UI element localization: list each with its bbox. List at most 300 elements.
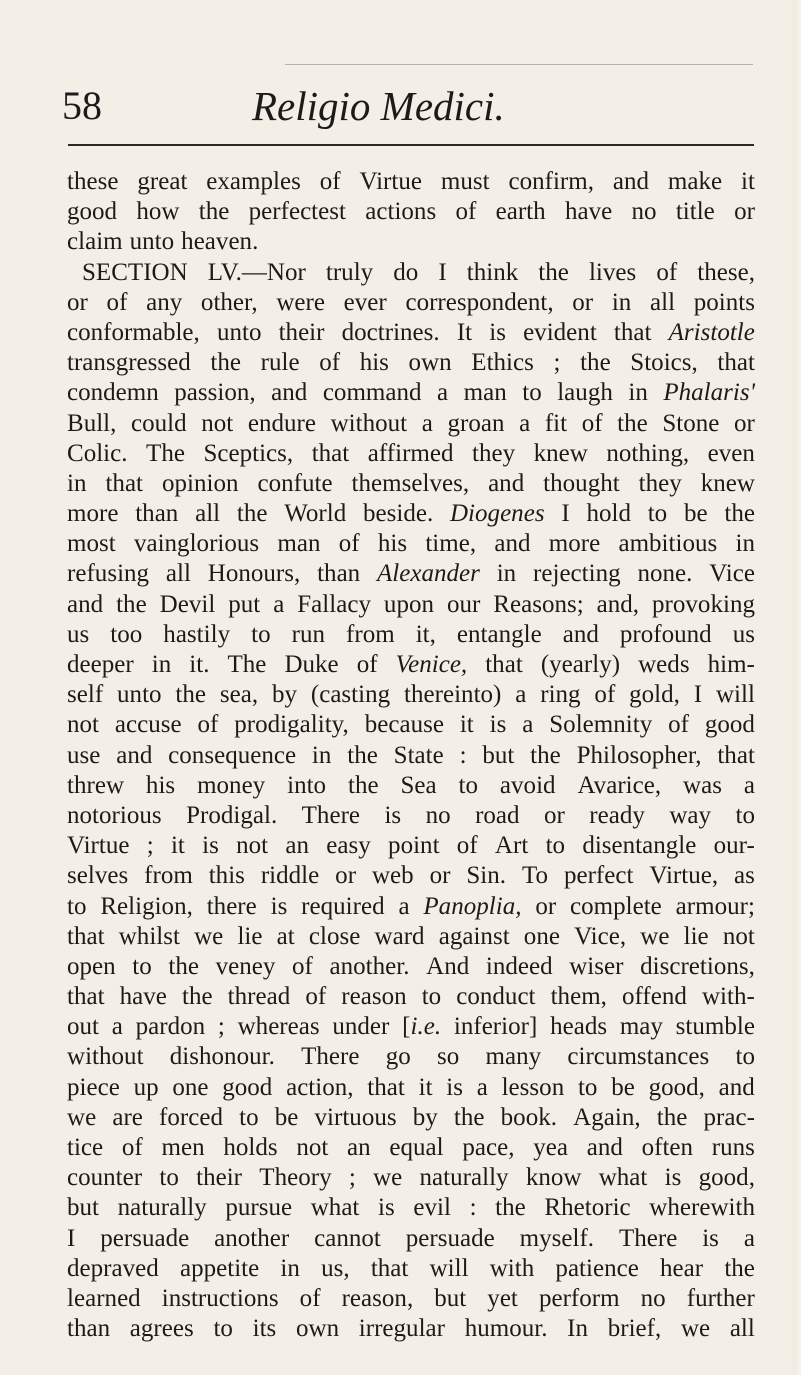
word: use bbox=[67, 741, 101, 769]
text-line bbox=[67, 1193, 755, 1223]
text-line bbox=[67, 801, 755, 831]
word: or bbox=[572, 288, 594, 316]
word: World bbox=[284, 500, 347, 528]
word: many bbox=[485, 1043, 542, 1071]
word: and bbox=[718, 1073, 755, 1101]
word: offend bbox=[622, 983, 687, 1011]
word: unto bbox=[117, 681, 162, 709]
word: of bbox=[292, 952, 313, 980]
word: may bbox=[619, 1013, 663, 1041]
word: Prodigal. bbox=[186, 801, 278, 829]
word: have bbox=[119, 983, 167, 1011]
word: that bbox=[370, 1254, 409, 1282]
word: Sin. bbox=[466, 862, 507, 890]
word: Philosopher, bbox=[576, 741, 702, 769]
word: the bbox=[530, 741, 561, 769]
text-line bbox=[67, 439, 755, 469]
word: forced bbox=[159, 1103, 223, 1131]
word: or bbox=[67, 288, 88, 316]
word: will bbox=[429, 1254, 469, 1282]
word: is bbox=[378, 1194, 395, 1222]
word: their bbox=[196, 1164, 243, 1192]
word: open bbox=[67, 952, 116, 980]
word: other, bbox=[200, 288, 258, 316]
word: be bbox=[274, 1103, 299, 1131]
word: of bbox=[305, 983, 327, 1011]
word: tice bbox=[67, 1134, 104, 1161]
word: to bbox=[522, 379, 542, 407]
word: humour. bbox=[464, 1315, 548, 1343]
word: a bbox=[522, 711, 534, 739]
word: more bbox=[548, 530, 601, 558]
word: knew bbox=[700, 469, 755, 497]
header-rule bbox=[68, 144, 754, 146]
word: perform bbox=[538, 1284, 620, 1312]
word: fit bbox=[544, 409, 568, 437]
word: that bbox=[717, 741, 755, 769]
word: indeed bbox=[485, 952, 553, 980]
word: the bbox=[453, 1103, 485, 1131]
text-line bbox=[67, 409, 755, 439]
word: of bbox=[106, 288, 128, 316]
word: conduct bbox=[456, 983, 536, 1011]
word: that bbox=[367, 1073, 405, 1101]
word: one bbox=[523, 922, 560, 950]
word: passion, bbox=[174, 379, 256, 407]
word: depraved bbox=[67, 1254, 159, 1282]
word: perfectest bbox=[248, 198, 346, 226]
word: Honours, bbox=[207, 560, 301, 588]
word: not bbox=[201, 409, 234, 437]
word: and bbox=[562, 620, 599, 648]
word: learned bbox=[67, 1284, 141, 1312]
text-line bbox=[67, 227, 755, 257]
word: accuse bbox=[114, 711, 182, 739]
word: the bbox=[580, 349, 611, 377]
text-line bbox=[67, 469, 755, 499]
word: them, bbox=[550, 983, 607, 1011]
word: and bbox=[612, 168, 650, 195]
word: (yearly) bbox=[540, 651, 621, 678]
text-line bbox=[67, 741, 755, 771]
word: evil bbox=[413, 1194, 451, 1222]
word: Theory bbox=[259, 1164, 332, 1192]
word: in bbox=[496, 560, 517, 588]
word: the bbox=[210, 349, 242, 377]
word: is bbox=[664, 1164, 682, 1192]
word: of bbox=[455, 198, 477, 226]
word: be bbox=[611, 1073, 635, 1101]
word: as bbox=[734, 862, 755, 890]
word: to bbox=[251, 620, 271, 648]
word: of bbox=[299, 1284, 321, 1312]
word: lives bbox=[588, 258, 637, 286]
word: make bbox=[667, 168, 723, 195]
word: that bbox=[613, 318, 652, 346]
word: is bbox=[489, 318, 506, 346]
word: good, bbox=[698, 1164, 755, 1192]
word: reason, bbox=[341, 1284, 414, 1312]
word: there bbox=[206, 892, 257, 920]
word: nothing, bbox=[606, 439, 690, 467]
word: Panoplia, bbox=[423, 892, 522, 920]
word: have bbox=[564, 198, 613, 226]
word: Aristotle bbox=[668, 318, 755, 346]
word: Colic. bbox=[67, 439, 128, 467]
word: to bbox=[159, 1164, 179, 1192]
word: selves bbox=[67, 862, 129, 890]
word: not bbox=[236, 832, 269, 860]
word: we bbox=[194, 922, 224, 950]
word: but bbox=[434, 1284, 467, 1312]
word: good, bbox=[648, 1073, 705, 1101]
word: the bbox=[168, 952, 200, 980]
word: Phalaris' bbox=[663, 379, 755, 407]
word: avoid bbox=[499, 771, 556, 799]
word: us bbox=[67, 620, 90, 648]
word: veney bbox=[215, 952, 276, 980]
word: their bbox=[278, 318, 325, 346]
word: his bbox=[377, 530, 408, 558]
word: LV.—Nor bbox=[207, 258, 306, 286]
word: an bbox=[285, 832, 310, 860]
word: Virtue bbox=[359, 168, 422, 195]
word: truly bbox=[325, 258, 374, 286]
word: of bbox=[581, 409, 603, 437]
word: rule bbox=[260, 349, 300, 377]
word: his bbox=[145, 771, 176, 799]
text-line bbox=[67, 1073, 755, 1103]
word: is bbox=[270, 892, 288, 920]
word: endure bbox=[247, 409, 317, 437]
word: his bbox=[359, 349, 389, 377]
word: close bbox=[308, 922, 361, 950]
word: points bbox=[693, 288, 755, 316]
word: that bbox=[67, 922, 105, 950]
word: lie bbox=[237, 922, 263, 950]
word: under bbox=[332, 1013, 390, 1041]
word: but bbox=[482, 741, 515, 769]
word: correspondent, bbox=[405, 288, 554, 316]
word: it, bbox=[415, 620, 436, 648]
word: evident bbox=[523, 318, 597, 346]
word: its bbox=[252, 1315, 277, 1343]
word: Devil bbox=[159, 590, 216, 618]
word: the bbox=[538, 258, 569, 286]
text-line bbox=[67, 680, 755, 710]
word: to bbox=[545, 832, 566, 860]
word: actions bbox=[365, 198, 437, 226]
word: pace, bbox=[462, 1134, 515, 1161]
word: is bbox=[384, 801, 402, 829]
word: another bbox=[214, 1224, 290, 1252]
text-line bbox=[67, 1133, 755, 1163]
text-line bbox=[67, 1103, 755, 1133]
word: confirm, bbox=[508, 168, 595, 195]
word: do bbox=[393, 258, 419, 286]
word: lie bbox=[683, 922, 709, 950]
word: of bbox=[197, 711, 219, 739]
word: There bbox=[618, 1224, 678, 1252]
text-line bbox=[67, 258, 755, 288]
word: affirmed bbox=[367, 439, 454, 467]
word: a bbox=[476, 1073, 488, 1101]
word: Vice bbox=[709, 560, 755, 588]
word: us, bbox=[321, 1254, 350, 1282]
word: another. bbox=[329, 952, 410, 980]
word: no bbox=[425, 801, 451, 829]
word: at bbox=[276, 922, 295, 950]
word: In bbox=[567, 1315, 589, 1343]
text-line bbox=[67, 378, 755, 408]
word: equal bbox=[389, 1134, 444, 1161]
word: thereinto) bbox=[404, 681, 502, 709]
word: the bbox=[116, 590, 147, 618]
word: our- bbox=[713, 832, 755, 860]
word: heads bbox=[550, 1013, 608, 1041]
word: ; bbox=[217, 1013, 225, 1041]
word: Virtue bbox=[67, 832, 130, 860]
word: to bbox=[735, 1043, 755, 1071]
word: of bbox=[319, 168, 341, 195]
running-title: Religio Medici. bbox=[252, 83, 505, 129]
word: no bbox=[631, 198, 657, 226]
word: Religion, bbox=[100, 892, 193, 920]
word: Duke bbox=[284, 651, 339, 678]
word: provoking bbox=[652, 590, 755, 618]
word: or bbox=[429, 862, 451, 890]
word: ward bbox=[374, 922, 425, 950]
word: or bbox=[535, 892, 557, 920]
text-line bbox=[67, 529, 755, 559]
word: gold, bbox=[629, 681, 680, 709]
word: a bbox=[437, 379, 449, 407]
word: the bbox=[175, 681, 207, 709]
word: thought bbox=[543, 469, 620, 497]
word: from bbox=[144, 862, 193, 890]
text-line bbox=[67, 318, 755, 348]
word: persuade bbox=[100, 1224, 190, 1252]
word: own bbox=[408, 349, 452, 377]
word: and bbox=[488, 469, 525, 497]
word: Avarice, bbox=[577, 771, 662, 799]
word: good bbox=[222, 1073, 273, 1101]
word: the bbox=[236, 500, 268, 528]
word: were bbox=[276, 288, 325, 316]
word: SECTION bbox=[82, 258, 188, 286]
word: more bbox=[67, 500, 119, 528]
word: without bbox=[330, 409, 408, 437]
word: and bbox=[116, 741, 153, 769]
word: title bbox=[675, 198, 715, 226]
word: thread bbox=[227, 983, 291, 1011]
word: prodigality, bbox=[234, 711, 349, 739]
word: the bbox=[617, 409, 648, 437]
word: doctrines. bbox=[341, 318, 440, 346]
word: to bbox=[239, 1103, 259, 1131]
word: a bbox=[273, 590, 285, 618]
word: Stone bbox=[662, 409, 720, 437]
word: naturally bbox=[419, 1164, 509, 1192]
word: unto bbox=[216, 318, 262, 346]
word: was bbox=[683, 771, 722, 799]
word: Ethics bbox=[471, 349, 534, 377]
word: profound bbox=[619, 620, 712, 648]
word: [i.e. bbox=[402, 1013, 442, 1041]
word: There bbox=[301, 801, 361, 829]
word: in bbox=[611, 288, 632, 316]
word: or bbox=[335, 862, 357, 890]
word: against bbox=[438, 922, 510, 950]
word: to bbox=[421, 983, 442, 1011]
word: beside. bbox=[362, 500, 434, 528]
word: a bbox=[515, 681, 527, 709]
word: whilst bbox=[118, 922, 180, 950]
word: further bbox=[686, 1284, 755, 1312]
word: these, bbox=[697, 258, 755, 286]
word: all bbox=[165, 560, 191, 588]
word: brief, bbox=[607, 1315, 662, 1343]
word: piece bbox=[67, 1073, 120, 1101]
word: not bbox=[296, 1134, 329, 1161]
word: than bbox=[317, 560, 361, 588]
text-line bbox=[67, 1284, 755, 1314]
word: consequence bbox=[168, 741, 297, 769]
text-line bbox=[67, 1224, 755, 1254]
word: complete bbox=[570, 892, 662, 920]
word: than bbox=[67, 1315, 111, 1343]
word: of bbox=[121, 1134, 143, 1161]
word: go bbox=[385, 1043, 411, 1071]
word: knew bbox=[533, 439, 588, 467]
word: Vice, bbox=[574, 922, 627, 950]
text-line bbox=[67, 1163, 755, 1193]
word: by bbox=[412, 1103, 438, 1131]
word: are bbox=[112, 1103, 143, 1131]
word: the bbox=[724, 500, 755, 528]
word: (casting bbox=[310, 681, 391, 709]
word: and bbox=[67, 590, 104, 618]
word: all bbox=[729, 1315, 755, 1343]
word: it bbox=[741, 168, 755, 195]
word: it bbox=[418, 1073, 433, 1101]
word: heaven. bbox=[181, 228, 259, 256]
word: run bbox=[291, 620, 325, 648]
word: Solemnity bbox=[549, 711, 653, 739]
word: any bbox=[146, 288, 183, 316]
word: and bbox=[271, 379, 308, 407]
word: hastily bbox=[163, 620, 231, 648]
word: prac- bbox=[703, 1103, 755, 1131]
word: Reasons; bbox=[493, 590, 584, 618]
word: in bbox=[67, 469, 87, 497]
word: a bbox=[111, 1013, 123, 1041]
word: inferior] bbox=[453, 1013, 538, 1041]
word: could bbox=[131, 409, 187, 437]
word: Sea bbox=[400, 771, 437, 799]
word: conformable, bbox=[67, 318, 200, 346]
word: naturally bbox=[117, 1194, 207, 1222]
word: unto bbox=[129, 228, 175, 256]
word: an bbox=[347, 1134, 371, 1161]
word: that bbox=[717, 349, 755, 377]
word: laugh bbox=[557, 379, 613, 407]
word: To bbox=[521, 862, 549, 890]
word: I bbox=[561, 500, 570, 528]
word: ambitious bbox=[618, 530, 718, 558]
word: Bull, bbox=[67, 409, 117, 437]
word: to bbox=[67, 892, 87, 920]
word: There bbox=[301, 1043, 360, 1071]
word: must bbox=[440, 168, 490, 195]
word: opinion bbox=[161, 469, 239, 497]
text-line bbox=[67, 831, 755, 861]
word: of bbox=[668, 711, 689, 739]
word: action, bbox=[286, 1073, 354, 1101]
word: riddle bbox=[260, 862, 320, 890]
word: hold bbox=[586, 500, 631, 528]
word: book. bbox=[500, 1103, 558, 1131]
word: sea, bbox=[219, 681, 259, 709]
word: with- bbox=[701, 983, 755, 1011]
word: command bbox=[322, 379, 422, 407]
word: most bbox=[67, 530, 116, 558]
word: too bbox=[110, 620, 143, 648]
word: is bbox=[489, 711, 507, 739]
word: the bbox=[181, 983, 213, 1011]
word: with bbox=[489, 1254, 535, 1282]
word: Sceptics, bbox=[203, 439, 294, 467]
word: web bbox=[371, 862, 414, 890]
word: in bbox=[628, 379, 648, 407]
word: Again, bbox=[573, 1103, 641, 1131]
word: earth bbox=[495, 198, 546, 226]
word: Virtue, bbox=[649, 862, 719, 890]
word: and bbox=[494, 530, 531, 558]
word: The bbox=[146, 439, 185, 467]
word: I bbox=[438, 258, 447, 286]
word: discretions, bbox=[640, 952, 755, 980]
word: upon bbox=[383, 590, 435, 618]
word: reason bbox=[341, 983, 407, 1011]
word: from bbox=[346, 620, 395, 648]
word: groan bbox=[447, 409, 505, 437]
word: or bbox=[734, 409, 755, 437]
word: pursue bbox=[225, 1194, 293, 1222]
word: the bbox=[198, 198, 230, 226]
word: and, bbox=[596, 590, 640, 618]
word: virtuous bbox=[314, 1103, 397, 1131]
word: of bbox=[594, 681, 616, 709]
word: without bbox=[67, 1043, 144, 1071]
word: to bbox=[213, 1315, 233, 1343]
word: what bbox=[310, 1194, 360, 1222]
word: in bbox=[735, 530, 755, 558]
body-text bbox=[67, 167, 755, 1344]
word: in bbox=[280, 1254, 300, 1282]
word: we bbox=[373, 1164, 403, 1192]
text-line bbox=[67, 710, 755, 740]
word: one bbox=[172, 1073, 209, 1101]
word: a bbox=[743, 1224, 755, 1252]
word: disentangle bbox=[582, 832, 697, 860]
word: than bbox=[135, 500, 179, 528]
word: these bbox=[67, 168, 119, 195]
word: self bbox=[67, 681, 104, 709]
word: we bbox=[67, 1103, 97, 1131]
word: man bbox=[277, 530, 321, 558]
word: so bbox=[437, 1043, 460, 1071]
